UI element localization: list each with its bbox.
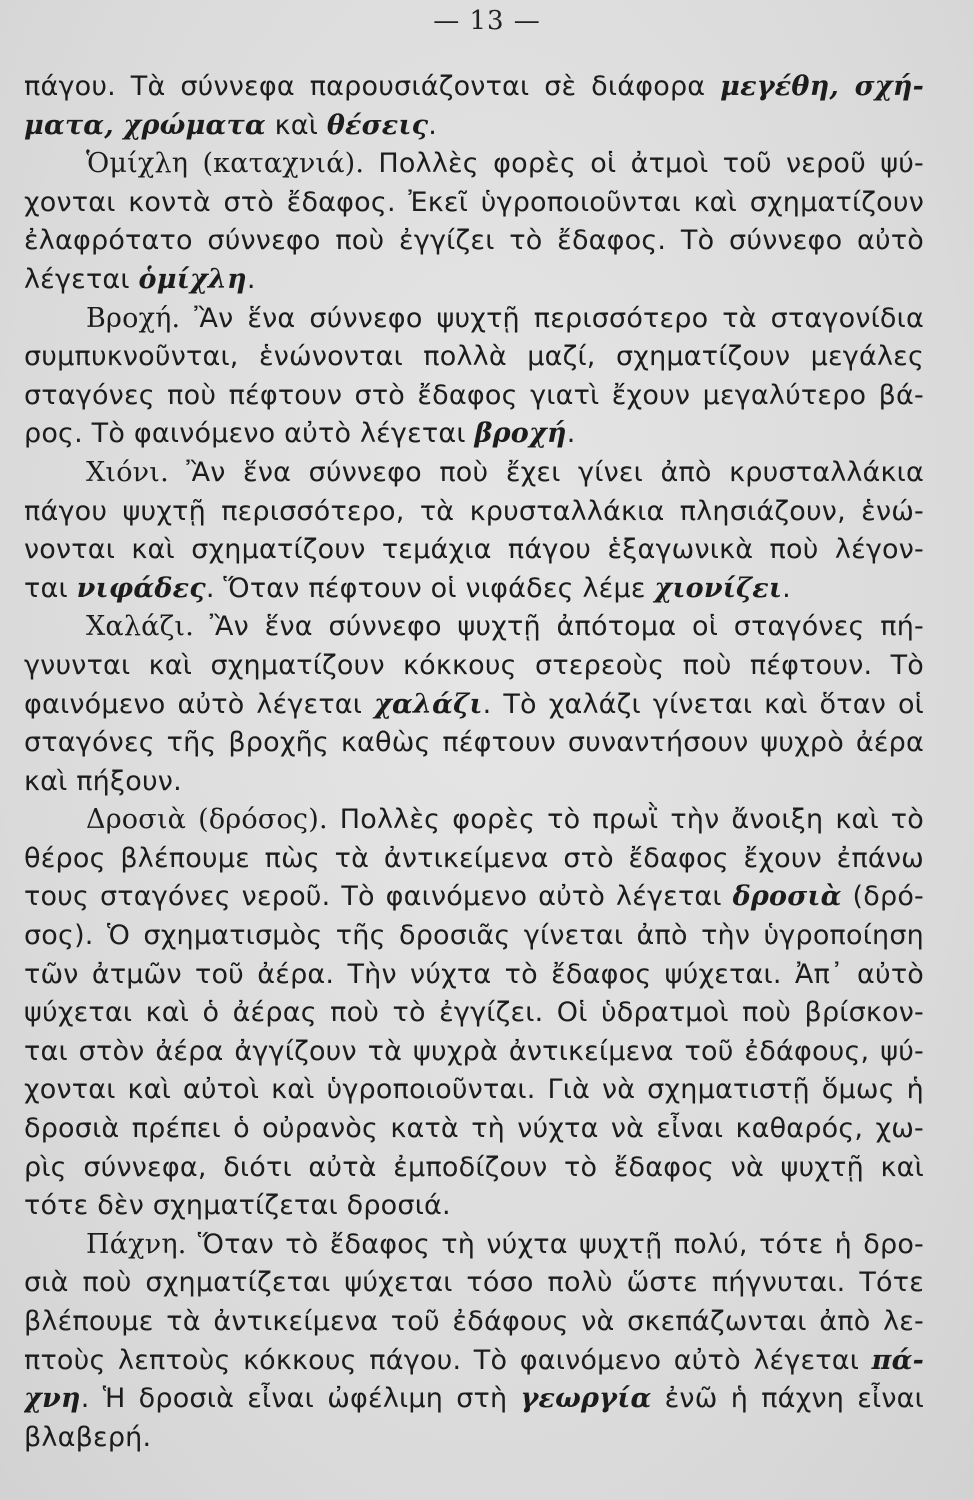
emphasized-term: γεωργία [520, 1383, 652, 1415]
text-run: πτοὺς λεπτοὺς κόκκους πάγου. Τὸ φαινόμενο αὐτὸ λέγεται [24, 1344, 872, 1376]
text-line [24, 1342, 924, 1381]
text-line [24, 994, 924, 1033]
emphasized-term: χαλάζι [374, 688, 483, 720]
text-run: . [566, 418, 576, 450]
text-run: νονται καὶ σχηματίζουν τεμάχια πάγου ἑξαγωνικὰ ποὺ λέγον- [24, 534, 924, 566]
text-line [24, 763, 924, 802]
text-run: ἐνῶ ἡ πάχνη εἶναι [651, 1383, 924, 1415]
text-run: . Τὸ χαλάζι γίνεται καὶ ὅταν οἱ [482, 688, 924, 720]
text-line [24, 1149, 924, 1188]
text-run: καὶ πήξουν. [24, 765, 182, 797]
text-run: λέγεται [24, 263, 139, 295]
emphasized-term: ματα, χρώματα [24, 109, 266, 141]
text-line [24, 1264, 924, 1303]
text-run: ἐλαφρότατο σύννεφο ποὺ ἐγγίζει τὸ ἔδαφος. Τὸ σύννεφο αὐτὸ [24, 225, 924, 257]
text-run: . Ὅταν πέφτουν οἱ νιφάδες λέμε [205, 572, 655, 604]
text-run: γνυνται καὶ σχηματίζουν κόκκους στερεοὺς ποὺ πέφτουν. Τὸ [24, 649, 924, 681]
text-run: (δρό- [841, 881, 924, 913]
text-line [24, 878, 924, 917]
text-run: . [246, 263, 256, 295]
text-run: . [428, 109, 438, 141]
text-run: τῶν ἀτμῶν τοῦ ἀέρα. Τὴν νύχτα τὸ ἔδαφος ψύχεται. Ἀπ᾽ αὐτὸ [24, 958, 924, 990]
text-run: ψύχεται καὶ ὁ ἀέρας ποὺ τὸ ἐγγίζει. Οἱ ὑδρατμοὶ ποὺ βρίσκον- [24, 997, 924, 1029]
text-line [24, 956, 924, 995]
text-run: χονται κοντὰ στὸ ἔδαφος. Ἐκεῖ ὑγροποιοῦνται καὶ σχηματίζουν [24, 186, 924, 218]
emphasized-term: θέσεις [326, 109, 429, 141]
text-line [24, 1033, 924, 1072]
text-run: συμπυκνοῦνται, ἑνώνονται πολλὰ μαζί, σχηματίζουν μεγάλες [24, 341, 924, 373]
text-run: Ἂν ἕνα σύννεφο ψυχτῇ ἀπότομα οἱ σταγόνες πή- [194, 611, 924, 643]
text-run: τους σταγόνες νεροῦ. Τὸ φαινόμενο αὐτὸ λέγεται [24, 881, 733, 913]
text-run: σταγόνες τῆς βροχῆς καθὼς πέφτουν συναντήσουν ψυχρὸ ἀέρα [24, 727, 924, 759]
text-line [24, 415, 924, 454]
text-run: Πολλὲς φορὲς οἱ ἀτμοὶ τοῦ νεροῦ ψύ- [364, 148, 924, 180]
text-line [24, 1187, 924, 1226]
text-line [24, 107, 924, 146]
emphasized-term: νιφάδες [76, 572, 206, 604]
emphasized-term: πά- [871, 1344, 924, 1376]
emphasized-term: δροσιὰ [732, 881, 842, 913]
text-line [24, 261, 924, 300]
text-run: βλαβερή. [24, 1421, 152, 1453]
text-run: φαινόμενο αὐτὸ λέγεται [24, 688, 375, 720]
text-line [24, 1419, 924, 1458]
text-run: σος). Ὁ σχηματισμὸς τῆς δροσιᾶς γίνεται ἀπὸ τὴν ὑγροποίηση [24, 920, 924, 952]
text-run: ται στὸν ἀέρα ἀγγίζουν τὰ ψυχρὰ ἀντικείμενα τοῦ ἐδάφους, ψύ- [24, 1035, 924, 1067]
text-line [24, 1303, 924, 1342]
text-run: θέρος βλέπουμε πὼς τὰ ἀντικείμενα στὸ ἔδαφος ἔχουν ἐπάνω [24, 842, 924, 874]
emphasized-term: ὁμίχλη [138, 263, 247, 295]
section-heading: Βροχή. [86, 302, 181, 334]
text-line [24, 454, 924, 493]
text-line [24, 570, 924, 609]
emphasized-term: μεγέθη, σχή- [720, 71, 924, 102]
emphasized-term: βροχή [474, 418, 567, 450]
section-heading: Πάχνη. [86, 1228, 187, 1260]
text-run: Ἂν ἕνα σύννεφο ποὺ ἔχει γίνει ἀπὸ κρυσταλλάκια [168, 456, 924, 488]
emphasized-term: χνη [24, 1383, 81, 1415]
text-line [24, 608, 924, 647]
text-line [24, 184, 924, 223]
section-heading: Ὁμίχλη (καταχνιά). [86, 148, 365, 180]
text-line [24, 145, 924, 184]
text-run: . Ἡ δροσιὰ εἶναι ὠφέλιμη στὴ [80, 1383, 521, 1415]
text-line [24, 686, 924, 725]
text-line [24, 531, 924, 570]
text-line [24, 917, 924, 956]
text-line [24, 1380, 924, 1419]
text-line [24, 1071, 924, 1110]
text-run: τότε δὲν σχηματίζεται δροσιά. [24, 1190, 451, 1222]
text-run: ρος. Τὸ φαινόμενο αὐτὸ λέγεται [24, 418, 475, 450]
text-line [24, 801, 924, 840]
text-line [24, 338, 924, 377]
text-run: βλέπουμε τὰ ἀντικείμενα τοῦ ἐδάφους νὰ σκεπάζωνται ἀπὸ λε- [24, 1306, 924, 1337]
text-line [24, 840, 924, 879]
text-line [24, 300, 924, 339]
text-run: . [782, 572, 791, 604]
text-line [24, 68, 924, 107]
text-line [24, 1110, 924, 1149]
body-text [24, 68, 924, 1457]
text-run: Πολλὲς φορὲς τὸ πρωῒ τὴν ἄνοιξη καὶ τὸ [327, 804, 924, 836]
text-run: πάγου. Τὰ σύννεφα παρουσιάζονται σὲ διάφορα [24, 71, 721, 102]
section-heading: Χιόνι. [86, 456, 169, 488]
text-run: σιὰ ποὺ σχηματίζεται ψύχεται τόσο πολὺ ὥστε πήγνυται. Τότε [24, 1267, 924, 1299]
text-run: δροσιὰ πρέπει ὁ οὐρανὸς κατὰ τὴ νύχτα νὰ εἶναι καθαρός, χω- [24, 1113, 924, 1145]
emphasized-term: χιονίζει [654, 572, 783, 604]
text-run: καὶ [265, 109, 327, 141]
text-run: ται [24, 572, 77, 604]
text-line [24, 222, 924, 261]
text-line [24, 724, 924, 763]
page-number: — 13 — [433, 6, 541, 36]
text-run: χονται καὶ αὐτοὶ καὶ ὑγροποιοῦνται. Γιὰ νὰ σχηματιστῇ ὅμως ἡ [24, 1074, 924, 1106]
text-run: Ὅταν τὸ ἔδαφος τὴ νύχτα ψυχτῇ πολύ, τότε ἡ δρο- [186, 1228, 924, 1260]
text-line [24, 377, 924, 416]
text-run: πάγου ψυχτῇ περισσότερο, τὰ κρυσταλλάκια πλησιάζουν, ἑνώ- [24, 495, 924, 527]
text-run: ρὶς σύννεφα, διότι αὐτὰ ἐμποδίζουν τὸ ἔδαφος νὰ ψυχτῇ καὶ [24, 1151, 924, 1183]
text-run: σταγόνες ποὺ πέφτουν στὸ ἔδαφος γιατὶ ἔχουν μεγαλύτερο βά- [24, 379, 924, 411]
section-heading: Χαλάζι. [86, 611, 195, 643]
text-line [24, 493, 924, 532]
text-run: Ἂν ἕνα σύννεφο ψυχτῇ περισσότερο τὰ σταγονίδια [180, 302, 924, 334]
text-line [24, 647, 924, 686]
section-heading: Δροσιὰ (δρόσος). [86, 804, 328, 836]
text-line [24, 1226, 924, 1265]
